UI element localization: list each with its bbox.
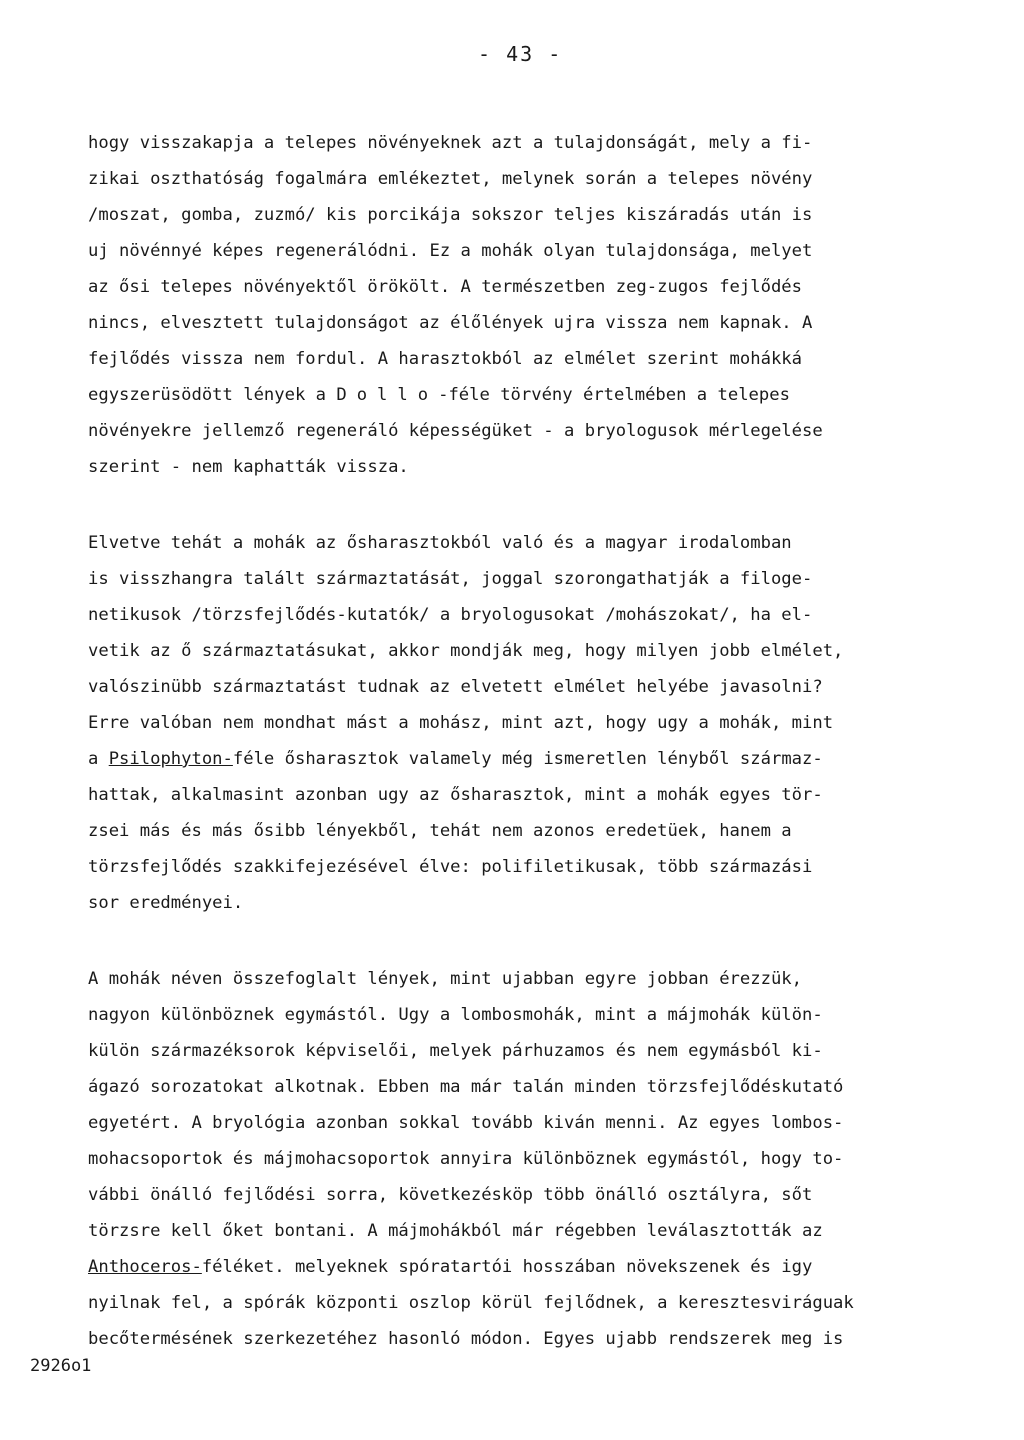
text-line: Erre valóban nem mondhat mást a mohász, mint azt, hogy ugy a mohák, mint — [88, 713, 834, 733]
text-line — [88, 1249, 968, 1285]
text-line: nincs, elvesztett tulajdonságot az élőlények ujra vissza nem kapnak. A — [88, 313, 813, 333]
text-line: /moszat, gomba, zuzmó/ kis porcikája sokszor teljes kiszáradás után is — [88, 205, 813, 225]
text-line: A mohák néven összefoglalt lények, mint ujabban egyre jobban érezzük, — [88, 969, 802, 989]
text-segment: -féle törvény értelmében a telepes — [438, 385, 790, 405]
text-line: ágazó sorozatokat alkotnak. Ebben ma már talán minden törzsfejlődéskutató — [88, 1077, 844, 1097]
text-line: netikusok /törzsfejlődés-kutatók/ a bryologusokat /mohászokat/, ha el- — [88, 605, 813, 625]
spaced-name: Dollo — [336, 385, 439, 405]
page-number: - 43 - — [478, 42, 563, 66]
body-text — [88, 125, 968, 1397]
paragraph — [88, 525, 968, 921]
text-line: becőtermésének szerkezetéhez hasonló módon. Egyes ujabb rendszerek meg is — [88, 1329, 844, 1349]
text-line: zikai oszthatóság fogalmára emlékeztet, melynek során a telepes növény — [88, 169, 813, 189]
text-line — [88, 377, 968, 413]
text-line: fejlődés vissza nem fordul. A harasztokból az elmélet szerint mohákká — [88, 349, 802, 369]
text-line: sor eredményei. — [88, 893, 244, 913]
text-line: törzsre kell őket bontani. A májmohákból már régebben leválasztották az — [88, 1221, 823, 1241]
text-line: Elvetve tehát a mohák az ősharasztokból való és a magyar irodalomban — [88, 533, 792, 553]
text-line: nagyon különböznek egymástól. Ugy a lombosmohák, mint a májmohák külön- — [88, 1005, 823, 1025]
underlined-term: Psilophyton- — [108, 749, 233, 769]
text-line: hattak, alkalmasint azonban ugy az ősharasztok, mint a mohák egyes tör- — [88, 785, 823, 805]
paragraph — [88, 961, 968, 1357]
text-line: hogy visszakapja a telepes növényeknek azt a tulajdonságát, mely a fi- — [88, 133, 813, 153]
text-line: valószinübb származtatást tudnak az elvetett elmélet helyébe javasolni? — [88, 677, 823, 697]
text-segment: féle ősharasztok valamely még ismeretlen lényből származ- — [232, 749, 823, 769]
text-line: az ősi telepes növényektől örökölt. A természetben zeg-zugos fejlődés — [88, 277, 802, 297]
text-line: uj növénnyé képes regenerálódni. Ez a mohák olyan tulajdonsága, melyet — [88, 241, 813, 261]
text-segment: a — [88, 749, 109, 769]
text-line: törzsfejlődés szakkifejezésével élve: polifiletikusak, több származási — [88, 857, 813, 877]
underlined-term: Anthoceros- — [88, 1257, 202, 1277]
archive-code: 2926o1 — [30, 1356, 92, 1376]
paragraph — [88, 125, 968, 485]
text-line: szerint - nem kaphatták vissza. — [88, 457, 409, 477]
text-line: növényekre jellemző regeneráló képességüket - a bryologusok mérlegelése — [88, 421, 823, 441]
text-line: zsei más és más ősibb lényekből, tehát nem azonos eredetüek, hanem a — [88, 821, 792, 841]
text-line: külön származéksorok képviselői, melyek párhuzamos és nem egymásból ki- — [88, 1041, 823, 1061]
text-segment: egyszerüsödött lények a — [88, 385, 337, 405]
text-segment: féléket. melyeknek spóratartói hosszában növekszenek és igy — [201, 1257, 813, 1277]
text-line: vábbi önálló fejlődési sorra, következésköp több önálló osztályra, sőt — [88, 1185, 813, 1205]
text-line: is visszhangra talált származtatását, joggal szorongathatják a filoge- — [88, 569, 813, 589]
text-line: egyetért. A bryológia azonban sokkal tovább kiván menni. Az egyes lombos- — [88, 1113, 844, 1133]
text-line: mohacsoportok és májmohacsoportok annyira különböznek egymástól, hogy to- — [88, 1149, 844, 1169]
text-line: vetik az ő származtatásukat, akkor mondják meg, hogy milyen jobb elmélet, — [88, 641, 844, 661]
text-line — [88, 741, 968, 777]
text-line: nyilnak fel, a spórák központi oszlop körül fejlődnek, a keresztesviráguak — [88, 1293, 854, 1313]
